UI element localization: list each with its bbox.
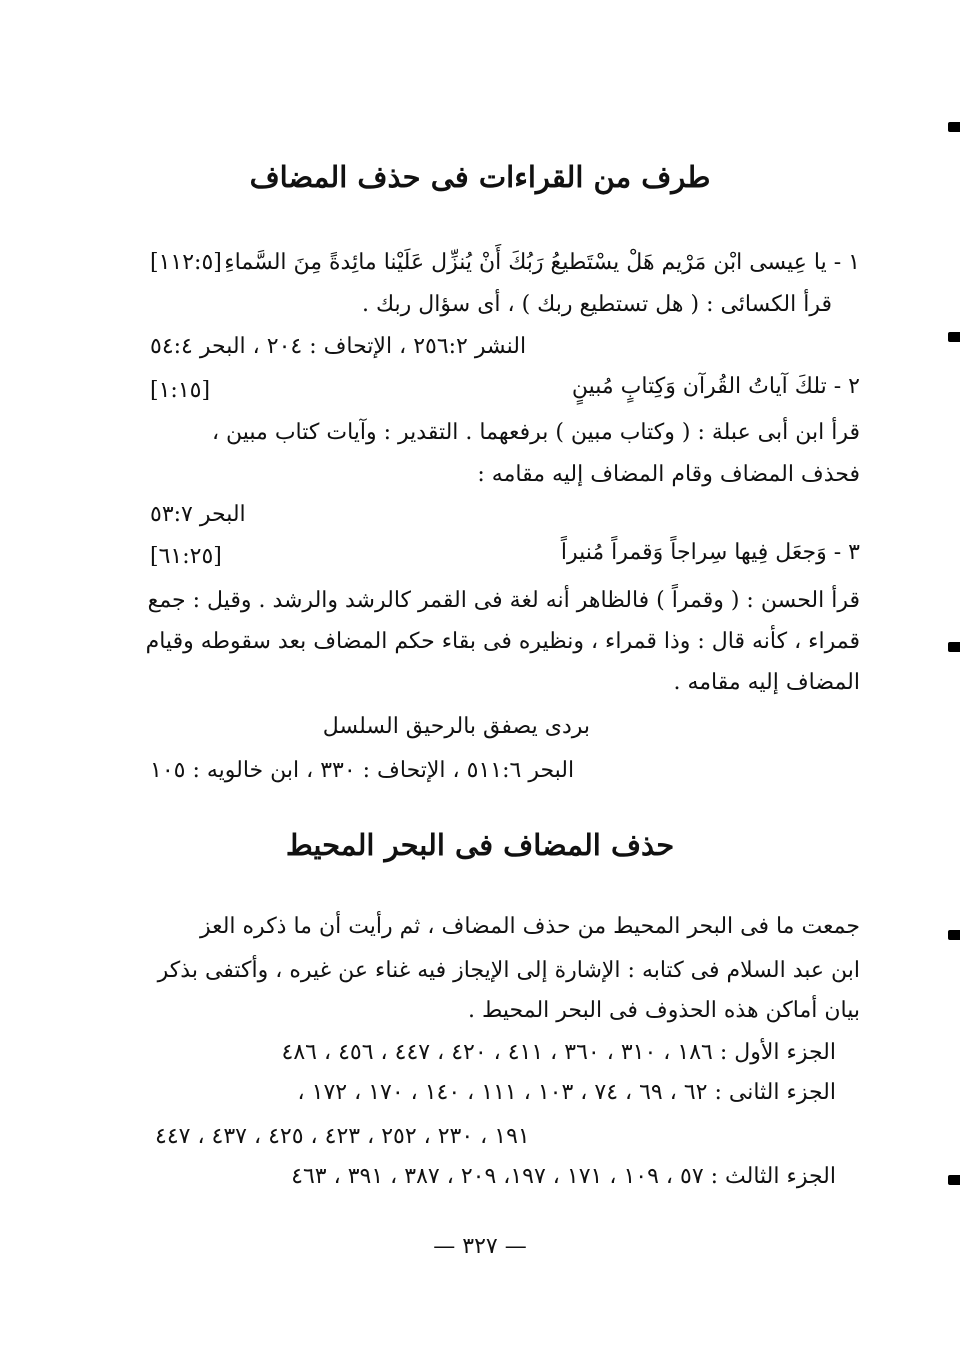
section-heading-bahr: حذف المضاف فى البحر المحيط (285, 828, 675, 862)
volume1-refs: الجزء الأول : ١٨٦ ، ٣١٠ ، ٣٦٠ ، ٤١١ ، ٤٢٠ ، ٤٤٧ ، ٤٥٦ ، ٤٨٦ (281, 1040, 836, 1065)
entry1-verse: ١ - يا عِيسى ابْن مَرْيم هَلْ يسْتَطيعُ رَبُكَ أَنْ يُنزِّل عَلَيْنا مائِدةً مِنَ السَّماءِ (224, 250, 860, 275)
entry3-reading-line2: قمراء ، كأنه قال : وذا قمراء ، ونظيره فى بقاء حكم المضاف بعد سقوطه وقيام (145, 629, 860, 654)
volume3-refs: الجزء الثالث : ٥٧ ، ١٠٩ ، ١٧١ ، ١٩٧، ٢٠٩ ، ٣٨٧ ، ٣٩١ ، ٤٦٣ (291, 1164, 836, 1189)
entry2-verse: ٢ - تلكَ آياتُ القُرآن وَكِتابٍ مُبينٍ (571, 374, 860, 399)
entry3-poem-verse: بردى يصفق بالرحيق السلسل (322, 714, 590, 739)
entry2-ref: [١:١٥] (150, 378, 211, 403)
entry3-sources: البحر ٥١١:٦ ، الإتحاف : ٣٣٠ ، ابن خالويه : ١٠٥ (150, 758, 575, 783)
entry2-reading-line1: قرأ ابن أبى عبلة : ( وكتاب مبين ) برفعهما . التقدير : وآيات كتاب مبين ، (211, 420, 860, 445)
section-heading-readings: طرف من القراءات فى حذف المضاف (249, 160, 711, 194)
scan-edge-mark (948, 122, 960, 132)
volume2-refs-line2: ١٩١ ، ٢٣٠ ، ٢٥٢ ، ٤٢٣ ، ٤٢٥ ، ٤٣٧ ، ٤٤٧ (155, 1124, 530, 1149)
scan-edge-mark (948, 1175, 960, 1185)
scan-edge-mark (948, 930, 960, 940)
entry3-reading-line1: قرأ الحسن : ( وقمراً ) فالظاهر أنه لغة فى القمر كالرشد والرشد . وقيل : جمع (147, 588, 860, 613)
entry2-sources: البحر ٥٣:٧ (150, 502, 246, 527)
entry3-reading-line3: المضاف إليه مقامه . (673, 670, 860, 695)
entry1-ref: [١١٢:٥] (150, 250, 222, 275)
scan-edge-mark (948, 332, 960, 342)
entry3-ref: [٦١:٢٥] (150, 544, 222, 569)
entry2-reading-line2: فحذف المضاف وقام المضاف إليه مقامه : (477, 462, 860, 487)
intro-line3: بيان أماكن هذه الحذوف فى البحر المحيط . (468, 998, 860, 1023)
entry1-reading: قرأ الكسائى : ( هل تستطيع ربك ) ، أى سؤال ربك . (362, 292, 832, 317)
intro-line1: جمعت ما فى البحر المحيط من حذف المضاف ، ثم رأيت أن ما ذكره العز (199, 914, 860, 939)
page-number: — ٣٢٧ — (433, 1234, 527, 1259)
scan-edge-mark (948, 642, 960, 652)
volume2-refs-line1: الجزء الثانى : ٦٢ ، ٦٩ ، ٧٤ ، ١٠٣ ، ١١١ ، ١٤٠ ، ١٧٠ ، ١٧٢ ، (297, 1080, 836, 1105)
entry1-sources: النشر ٢٥٦:٢ ، الإتحاف : ٢٠٤ ، البحر ٥٤:٤ (150, 334, 527, 359)
intro-line2: ابن عبد السلام فى كتابه : الإشارة إلى الإيجاز فيه غناء عن غيره ، وأكتفى بذكر (157, 958, 860, 983)
entry3-verse: ٣ - وَجعَل فِيها سِراجاً وَقمراً مُنيراً (560, 540, 860, 565)
